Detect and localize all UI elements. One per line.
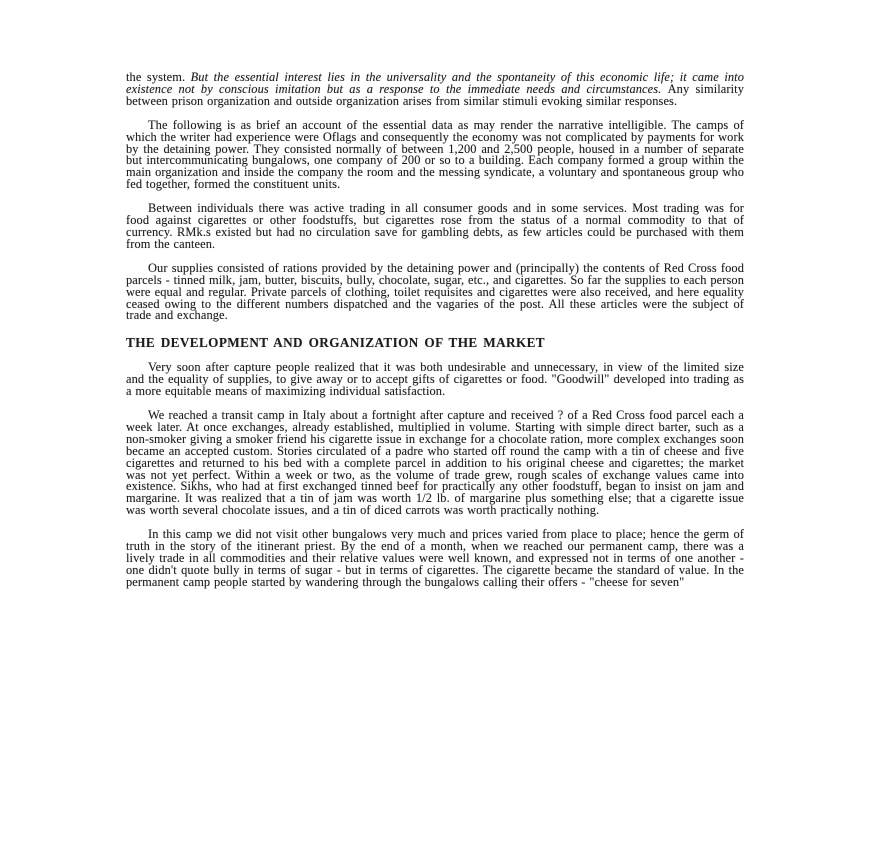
paragraph-text: Any similarity between prison organization and outside organization arises from similar stimuli evoking similar responses. (126, 81, 744, 108)
paragraph: Between individuals there was active trading in all consumer goods and in some services. Most trading was for food against cigarettes or other foodstuffs, but cigarettes rose from the status of a normal commodity to that of currency. RMk.s existed but had no circulation save for gambling debts, as few articles could be purchased with them from the canteen. (126, 201, 744, 251)
section-heading: THE DEVELOPMENT AND ORGANIZATION OF THE MARKET (126, 335, 545, 351)
paragraph: We reached a transit camp in Italy about a fortnight after capture and received ? of a Red Cross food parcel each a week later. At once exchanges, already established, multiplied in volume. Starting with simple direct barter, such as a non-smoker giving a smoker friend his cigarette issue in exchange for a chocolate ration, more complex exchanges soon became an accepted custom. Stories circulated of a padre who started off round the camp with a tin of cheese and five cigarettes and returned to his bed with a complete parcel in addition to his original cheese and cigarettes; the market was not yet perfect. Within a week or two, as the volume of trade grew, rough scales of exchange values came into existence. Sikhs, who had at first exchanged tinned beef for practically any other foodstuff, began to insist on jam and margarine. It was realized that a tin of jam was worth 1/2 lb. of margarine plus something else; that a cigarette issue was worth several chocolate issues, and a tin of diced carrots was worth practically nothing. (126, 408, 744, 518)
paragraph-text: the system. (126, 70, 191, 84)
paragraph: The following is as brief an account of the essential data as may render the narrative intelligible. The camps of which the writer had experience were Oflags and consequently the economy was not complicated by payments for work by the detaining power. They consisted normally of between 1,200 and 2,500 people, housed in a number of separate but intercommunicating bungalows, one company of 200 or so to a building. Each company formed a group within the main organization and inside the company the room and the messing syndicate, a voluntary and spontaneous group who fed together, formed the constituent units. (126, 117, 744, 192)
paragraph-continuation (126, 72, 744, 108)
paragraph: In this camp we did not visit other bungalows very much and prices varied from place to place; hence the germ of truth in the story of the itinerant priest. By the end of a month, when we reached our permanent camp, there was a lively trade in all commodities and their relative values were well known, and expressed not in terms of one another - one didn't quote bully in terms of sugar - but in terms of cigarettes. The cigarette became the standard of value. In the permanent camp people started by wandering through the bungalows calling their offers - "cheese for seven" (126, 527, 744, 589)
paragraph: Our supplies consisted of rations provided by the detaining power and (principally) the contents of Red Cross food parcels - tinned milk, jam, butter, biscuits, bully, chocolate, sugar, etc., and cigarettes. So far the supplies to each person were equal and regular. Private parcels of clothing, toilet requisites and cigarettes were also received, and here equality ceased owing to the different numbers dispatched and the vagaries of the post. All these articles were the subject of trade and exchange. (126, 260, 744, 323)
document-body (126, 72, 744, 601)
paragraph: Very soon after capture people realized that it was both undesirable and unnecessary, in view of the limited size and the equality of supplies, to give away or to accept gifts of cigarettes or food. "Goodwill" developed into trading as a more equitable means of maximizing individual satisfaction. (126, 360, 744, 399)
italic-passage: But the essential interest lies in the universality and the spontaneity of this economic life; it came into existence not by conscious imitation but as a response to the immediate needs and circumstances. (126, 70, 744, 96)
